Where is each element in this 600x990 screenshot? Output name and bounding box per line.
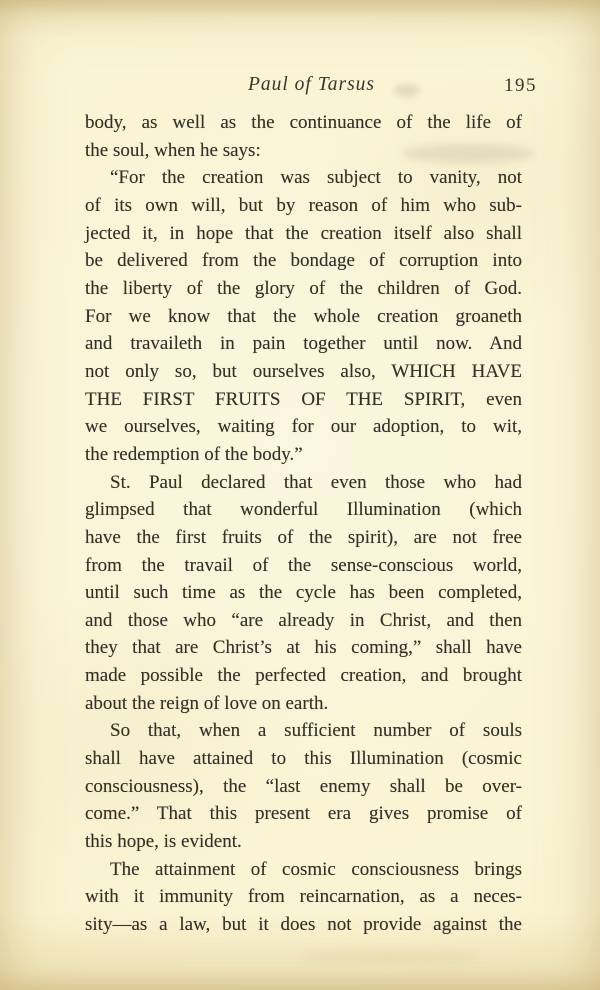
text-line: the liberty of the glory of the children of God. — [85, 277, 522, 299]
text-line: made possible the perfected creation, and brought — [85, 665, 522, 687]
text-line: and those who “are already in Christ, and then — [85, 609, 522, 631]
paragraph — [85, 469, 522, 718]
paragraph — [85, 109, 522, 164]
text-line: St. Paul declared that even those who had — [110, 471, 522, 493]
text-line: not only so, but ourselves also, WHICH HAVE — [85, 360, 522, 382]
text-line: have the first fruits of the spirit), are not free — [85, 526, 522, 548]
text-line: “For the creation was subject to vanity, not — [110, 167, 522, 189]
page-number: 195 — [504, 75, 537, 96]
text-line: shall have attained to this Illumination (cosmic — [85, 748, 522, 770]
text-line: the soul, when he says: — [85, 139, 261, 161]
paragraph — [85, 856, 522, 939]
text-line: from the travail of the sense-conscious world, — [85, 554, 522, 576]
text-line: consciousness), the “last enemy shall be over- — [85, 775, 522, 797]
running-head-title: Paul of Tarsus — [247, 74, 376, 95]
text-line: body, as well as the continuance of the life of — [85, 112, 522, 133]
text-line: The attainment of cosmic consciousness brings — [110, 858, 522, 880]
text-line: come.” That this present era gives promise of — [85, 803, 522, 825]
page-header — [85, 74, 537, 100]
text-line: until such time as the cycle has been completed, — [85, 582, 522, 604]
text-line: they that are Christ’s at his coming,” shall have — [85, 637, 522, 659]
paragraph — [85, 164, 522, 468]
text-line: THE FIRST FRUITS OF THE SPIRIT, even — [85, 388, 522, 410]
text-line: So that, when a sufficient number of souls — [110, 720, 522, 742]
text-line: sity—as a law, but it does not provide against the — [85, 914, 522, 936]
text-line: be delivered from the bondage of corruption into — [85, 250, 522, 272]
text-line: about the reign of love on earth. — [85, 692, 329, 714]
text-line: of its own will, but by reason of him who sub- — [85, 194, 522, 216]
show-through-smudge — [300, 950, 480, 962]
text-line: jected it, in hope that the creation itself also shall — [85, 222, 522, 244]
paragraph — [85, 717, 522, 855]
text-line: and travaileth in pain together until now. And — [85, 333, 522, 355]
text-line: with it immunity from reincarnation, as a neces- — [85, 886, 522, 908]
text-line: we ourselves, waiting for our adoption, to wit, — [85, 416, 522, 438]
text-line: the redemption of the body.” — [85, 443, 303, 465]
text-line: this hope, is evident. — [85, 831, 242, 853]
text-line: For we know that the whole creation groaneth — [85, 305, 522, 327]
text-line: glimpsed that wonderful Illumination (which — [85, 499, 522, 521]
page-text — [85, 109, 522, 939]
